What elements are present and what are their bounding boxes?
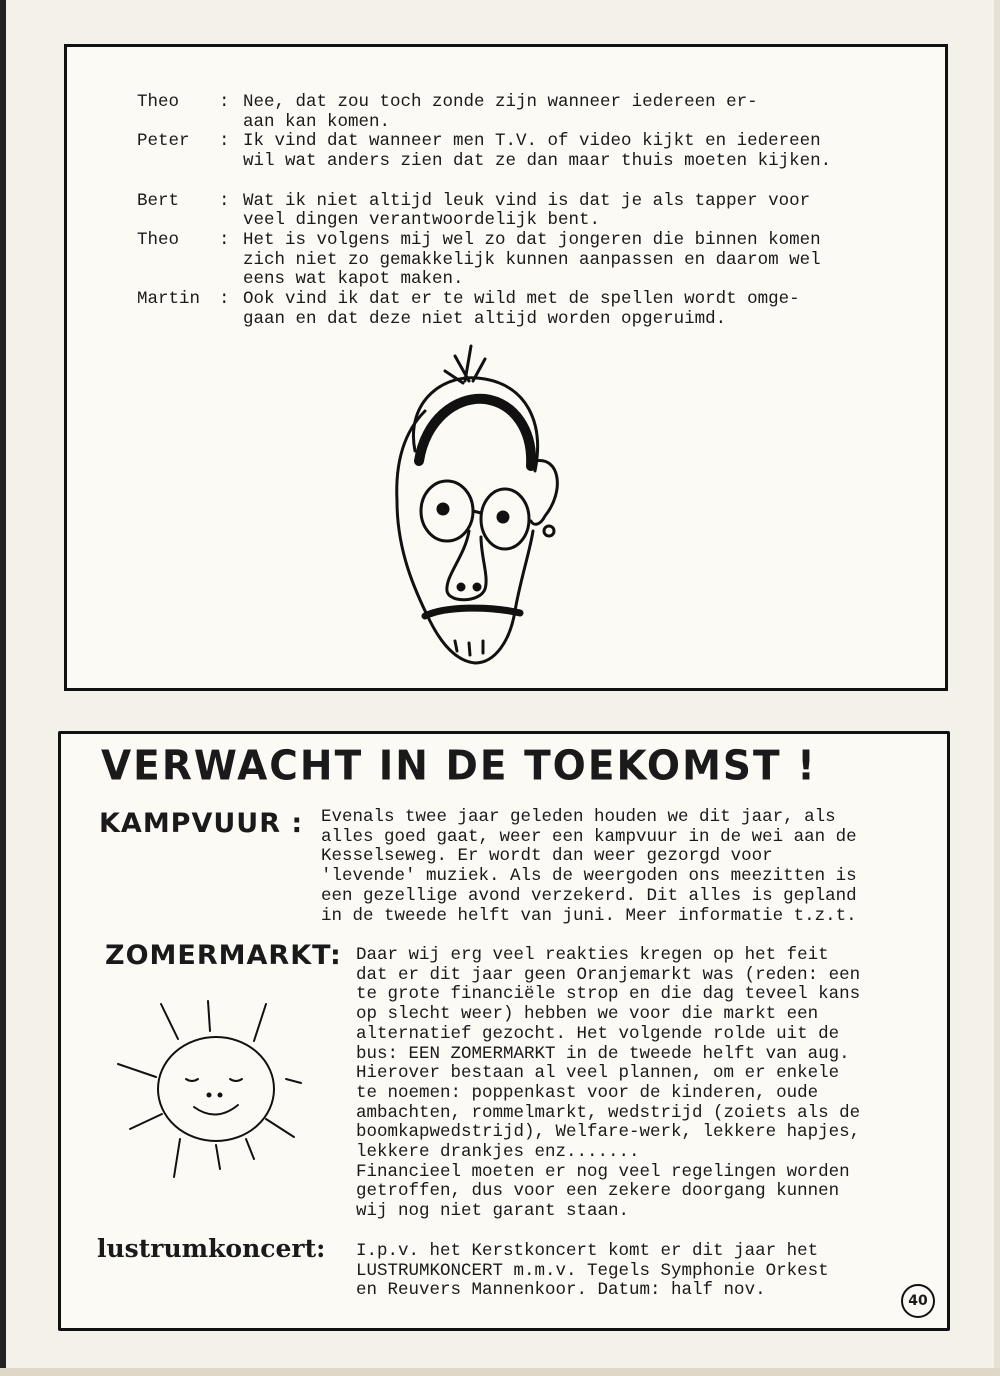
- zomermarkt-label: ZOMERMARKT:: [105, 940, 342, 971]
- dialog-row: [137, 231, 937, 290]
- dialog-list: [137, 93, 937, 329]
- speaker-name: Theo: [137, 92, 180, 112]
- colon-separator: :: [219, 190, 230, 211]
- colon-separator: :: [219, 229, 230, 250]
- dialog-row: [137, 290, 937, 329]
- page-number: 40: [901, 1284, 935, 1318]
- speaker-name: Bert: [137, 190, 180, 211]
- speaker-name: Theo: [137, 229, 180, 250]
- lustrumkoncert-label: lustrumkoncert:: [97, 1234, 326, 1263]
- colon-separator: :: [219, 289, 230, 310]
- speaker-name: Martin: [137, 289, 201, 310]
- interview-box: [64, 44, 948, 691]
- kampvuur-text: Evenals twee jaar geleden houden we dit jaar, als alles goed gaat, weer een kampvuur in de wei aan de Kesselseweg. Er wordt dan weer gezorgd voor 'levende' muziek. Als de weergoden ons meezitten is een gezellige avond verzekerd. Dit alles is gepland in de tweede helft van juni. Meer informatie t.z.t.: [321, 807, 857, 926]
- smiling-sun-icon: [116, 999, 306, 1179]
- dialog-text: Nee, dat zou toch zonde zijn wanneer iedereen er- aan kan komen.: [243, 92, 758, 132]
- dialog-text: Wat ik niet altijd leuk vind is dat je als tapper voor veel dingen verantwoordelijk bent.: [243, 190, 811, 231]
- colon-separator: :: [219, 92, 230, 112]
- headline: VERWACHT IN DE TOEKOMST !: [101, 742, 817, 791]
- page-edge-right: [994, 0, 1000, 1376]
- dialog-text: Ik vind dat wanneer men T.V. of video kijkt en iedereen wil wat anders zien dat ze dan maar thuis moeten kijken.: [243, 131, 832, 172]
- future-events-box: [58, 731, 950, 1331]
- dialog-text: Ook vind ik dat er te wild met de spellen wordt omge- gaan en dat deze niet altijd worden opgeruimd.: [243, 289, 800, 329]
- dialog-row: [137, 192, 937, 231]
- page-edge-bottom: [0, 1368, 1000, 1376]
- page-edge-left: [0, 0, 6, 1376]
- dialog-row: [137, 132, 937, 171]
- dialog-text: Het is volgens mij wel zo dat jongeren die binnen komen zich niet zo gemakkelijk kunnen aanpassen en daarom wel eens wat kapot maken.: [243, 229, 821, 290]
- colon-separator: :: [219, 131, 230, 152]
- kampvuur-label: KAMPVUUR :: [99, 808, 304, 839]
- caricature-face-icon: [385, 341, 565, 671]
- dialog-row: [137, 93, 937, 132]
- zomermarkt-text: Daar wij erg veel reakties kregen op het feit dat er dit jaar geen Oranjemarkt was (reden: een te grote financiële strop en die dag teveel kans op slecht weer) hebben we voor die markt een alternatief gezocht. Het volgende rolde uit de bus: EEN ZOMERMARKT in de tweede helft van aug. Hierover bestaan al veel plannen, om er enkele te noemen: poppenkast voor de kinderen, oude ambachten, rommelmarkt, wedstrijd (zoiets als de boomkapwedstrijd), Welfare-werk, lekkere hapjes, lekkere drankjes enz....... Financieel moeten er nog veel regelingen worden getroffen, dus voor een zekere doorgang kunnen wij nog niet garant staan.: [356, 945, 861, 1222]
- speaker-name: Peter: [137, 131, 190, 152]
- lustrumkoncert-text: I.p.v. het Kerstkoncert komt er dit jaar het LUSTRUMKONCERT m.m.v. Tegels Symphonie Orkest en Reuvers Mannenkoor. Datum: half nov.: [356, 1241, 829, 1301]
